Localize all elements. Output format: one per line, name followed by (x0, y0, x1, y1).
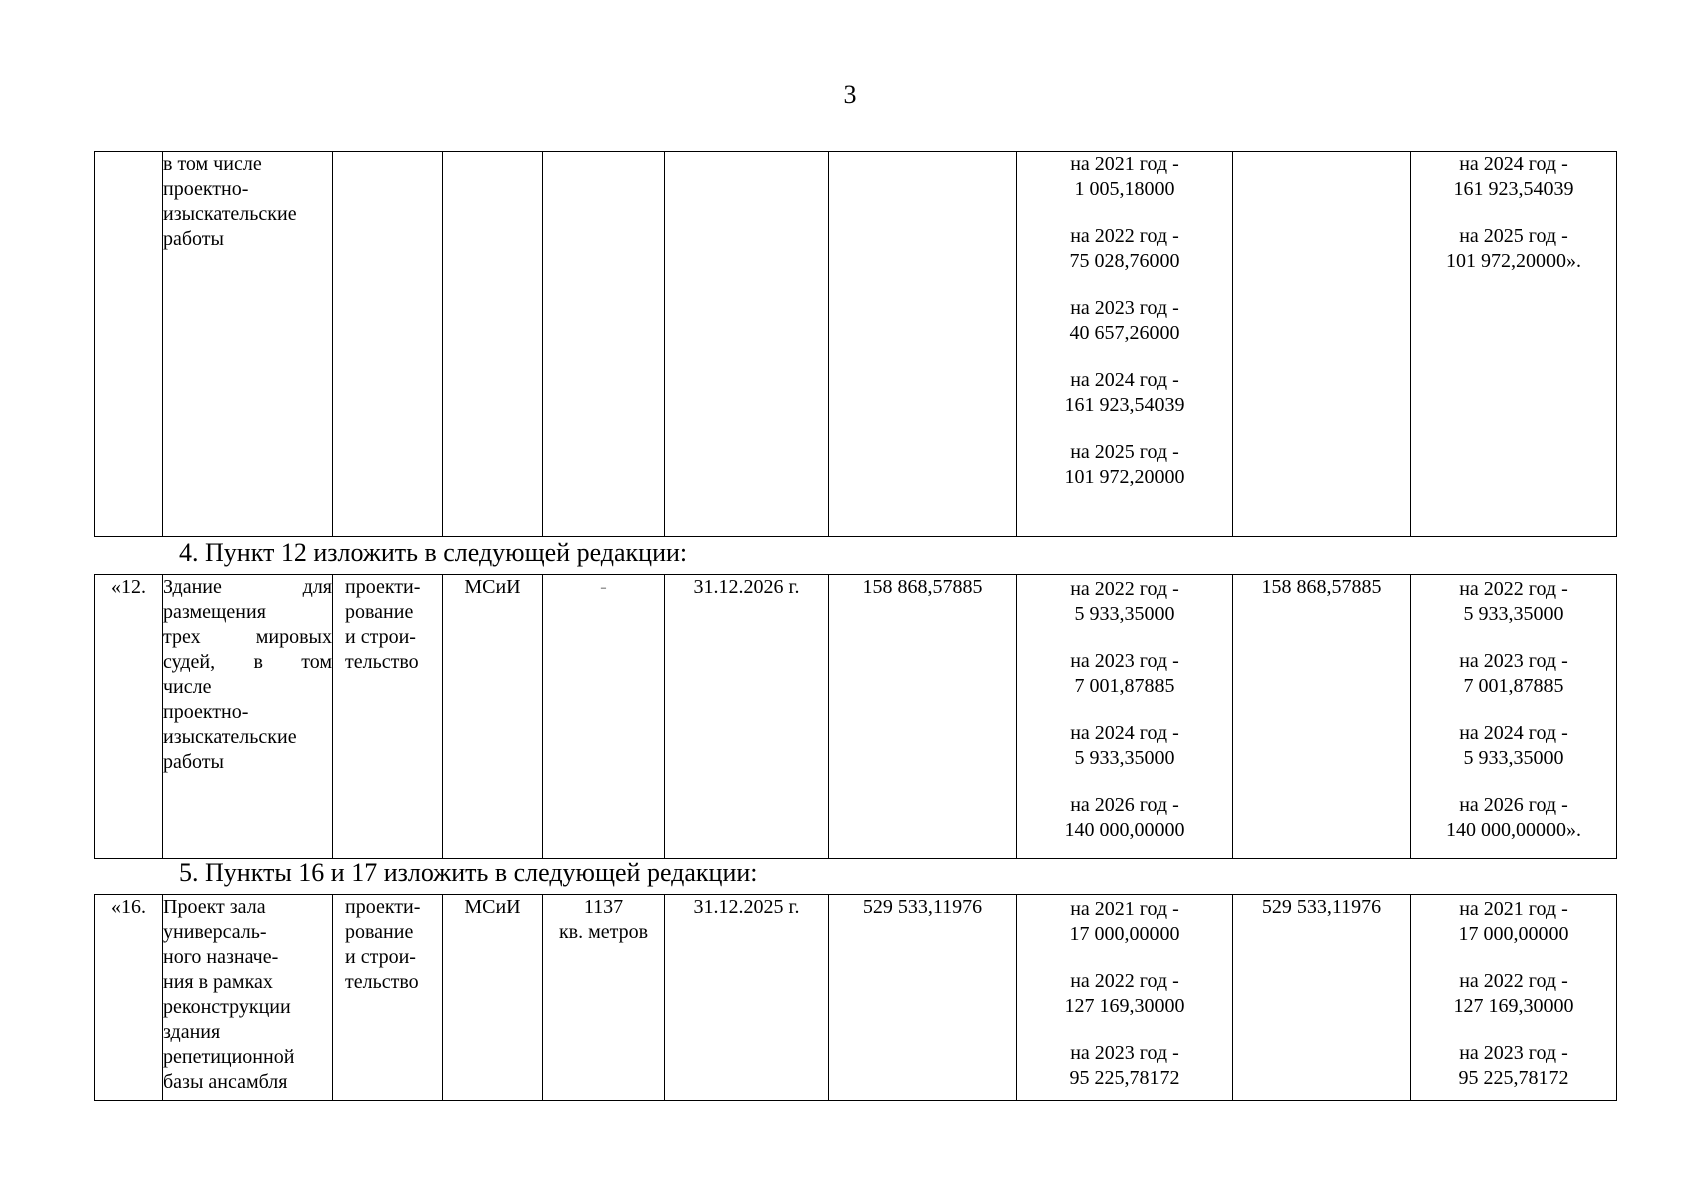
name-line: трех мировых (163, 626, 332, 648)
name-line: проектно- (163, 701, 249, 723)
cell-work-type (333, 152, 443, 537)
finance-entry: на 2026 год - 140 000,00000». (1446, 794, 1581, 841)
cell-object-name (163, 575, 333, 859)
cell-num: «16. (95, 895, 163, 1101)
finance-entry: на 2022 год - 127 169,30000 (1453, 970, 1574, 1017)
name-line: репетиционной (163, 1046, 295, 1068)
cell-cost-2: 529 533,11976 (1233, 895, 1411, 1101)
name-line: изыскательские (163, 203, 297, 225)
name-line: ного назначе- (163, 946, 279, 968)
name-line: числе (163, 676, 212, 698)
page-number: 3 (843, 80, 857, 109)
name-line: базы ансамбля (163, 1071, 288, 1093)
finance-entry: на 2023 год - 7 001,87885 (1459, 650, 1568, 697)
cell-customer: МСиИ (443, 575, 543, 859)
cell-finance-by-year (1017, 895, 1233, 1101)
name-line: проектно- (163, 178, 249, 200)
cell-object-name (163, 895, 333, 1101)
cell-finance-by-year-2 (1411, 152, 1617, 537)
table-continuation (94, 151, 1617, 537)
cell-work-type: проекти- рование и строи- тельство (333, 575, 443, 859)
finance-entry: на 2026 год - 140 000,00000 (1064, 794, 1185, 841)
cell-finance-by-year-2 (1411, 895, 1617, 1101)
finance-entry: на 2023 год - 95 225,78172 (1458, 1042, 1569, 1089)
finance-entry: на 2023 год - 40 657,26000 (1069, 297, 1180, 344)
section-heading-5: 5. Пункты 16 и 17 изложить в следующей редакции: (179, 858, 758, 887)
cell-deadline: 31.12.2026 г. (665, 575, 829, 859)
cell-deadline (665, 152, 829, 537)
name-line: универсаль- (163, 921, 267, 943)
name-line: ния в рамках (163, 971, 273, 993)
cell-work-type: проекти- рование и строи- тельство (333, 895, 443, 1101)
cell-capacity: - (543, 575, 665, 859)
finance-entry: на 2022 год - 5 933,35000 (1070, 578, 1179, 625)
cell-deadline: 31.12.2025 г. (665, 895, 829, 1101)
name-line: Проект зала (163, 896, 266, 918)
cell-capacity: 1137 кв. метров (543, 895, 665, 1101)
name-line: здания (163, 1021, 221, 1043)
name-line: в том числе (163, 153, 262, 175)
finance-entry: на 2024 год - 5 933,35000 (1459, 722, 1568, 769)
section-heading-4: 4. Пункт 12 изложить в следующей редакции: (179, 538, 688, 567)
name-line: работы (163, 228, 224, 250)
name-line: Здание для (163, 576, 332, 598)
cell-finance-by-year (1017, 575, 1233, 859)
cell-finance-by-year-2 (1411, 575, 1617, 859)
cell-cost: 529 533,11976 (829, 895, 1017, 1101)
name-line: работы (163, 751, 224, 773)
cell-cost: 158 868,57885 (829, 575, 1017, 859)
name-line: реконструкции (163, 996, 291, 1018)
finance-entry: на 2021 год - 1 005,18000 (1070, 153, 1179, 200)
finance-entry: на 2023 год - 7 001,87885 (1070, 650, 1179, 697)
finance-entry: на 2025 год - 101 972,20000». (1446, 225, 1581, 272)
finance-entry: на 2022 год - 127 169,30000 (1064, 970, 1185, 1017)
cell-num: «12. (95, 575, 163, 859)
cell-cost-2 (1233, 152, 1411, 537)
finance-entry: на 2021 год - 17 000,00000 (1069, 898, 1180, 945)
name-line: изыскательские (163, 726, 297, 748)
cell-customer: МСиИ (443, 895, 543, 1101)
cell-cost (829, 152, 1017, 537)
finance-entry: на 2022 год - 75 028,76000 (1069, 225, 1180, 272)
cell-capacity (543, 152, 665, 537)
cell-customer (443, 152, 543, 537)
finance-entry: на 2024 год - 5 933,35000 (1070, 722, 1179, 769)
cell-object-name (163, 152, 333, 537)
finance-entry: на 2023 год - 95 225,78172 (1069, 1042, 1180, 1089)
finance-entry: на 2024 год - 161 923,54039 (1453, 153, 1574, 200)
name-line: размещения (163, 601, 266, 623)
finance-entry: на 2021 год - 17 000,00000 (1458, 898, 1569, 945)
table-item-12 (94, 574, 1617, 859)
finance-entry: на 2024 год - 161 923,54039 (1064, 369, 1185, 416)
cell-cost-2: 158 868,57885 (1233, 575, 1411, 859)
cell-finance-by-year (1017, 152, 1233, 537)
finance-entry: на 2025 год - 101 972,20000 (1064, 441, 1185, 488)
cell-num (95, 152, 163, 537)
table-item-16 (94, 894, 1617, 1101)
name-line: судей, в том (163, 651, 332, 673)
finance-entry: на 2022 год - 5 933,35000 (1459, 578, 1568, 625)
